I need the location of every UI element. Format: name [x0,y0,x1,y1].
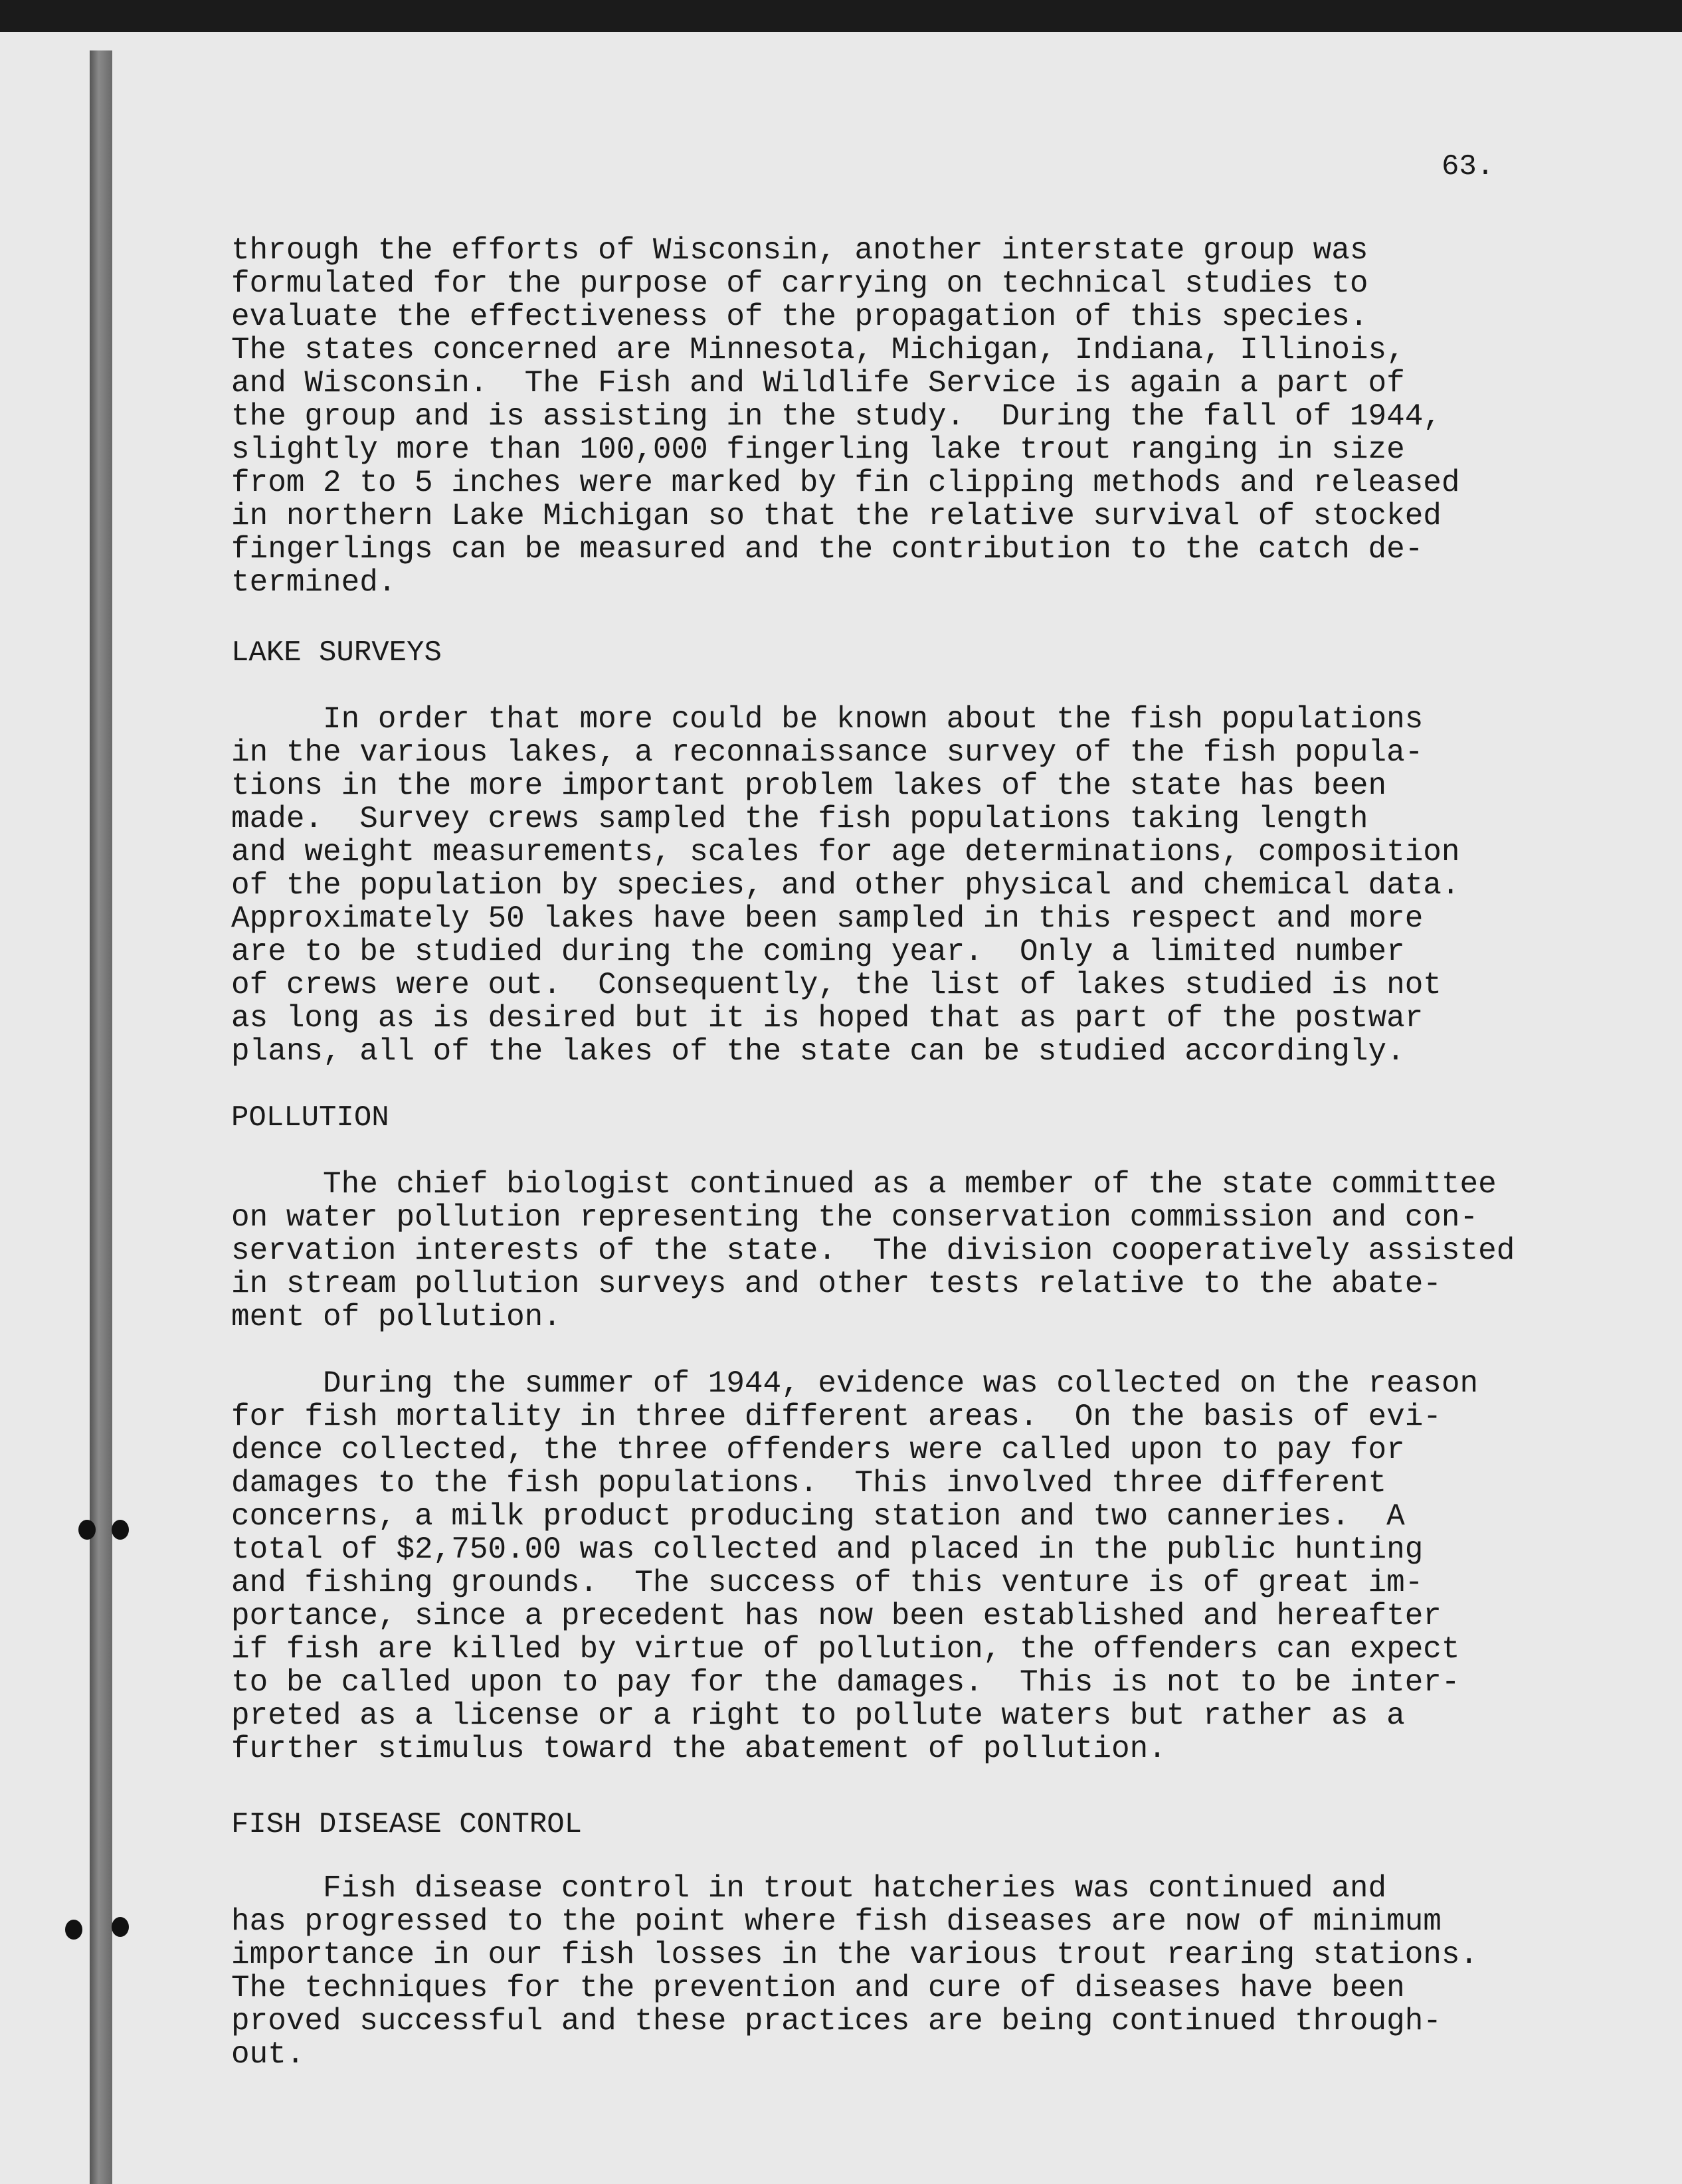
text-line: are to be studied during the coming year. Only a limited number [231,935,1405,969]
punch-hole [112,1917,129,1937]
section-heading-pollution: POLLUTION [231,1101,389,1135]
text-line: made. Survey crews sampled the fish populations taking length [231,802,1368,836]
section-heading-fish-disease-control: FISH DISEASE CONTROL [231,1808,583,1841]
text-line: for fish mortality in three different areas. On the basis of evi- [231,1400,1442,1434]
text-line: Fish disease control in trout hatcheries was continued and [231,1871,1387,1906]
page-number: 63. [1442,150,1495,183]
text-line: and fishing grounds. The success of this venture is of great im- [231,1566,1424,1600]
text-line: as long as is desired but it is hoped that as part of the postwar [231,1001,1424,1036]
text-line: slightly more than 100,000 fingerling lake trout ranging in size [231,432,1405,467]
section-heading-lake-surveys: LAKE SURVEYS [231,636,442,670]
text-line: in stream pollution surveys and other tests relative to the abate- [231,1267,1442,1301]
fish-disease-paragraph [231,1872,1620,2071]
punch-hole [65,1920,82,1940]
text-line: The techniques for the prevention and cure of diseases have been [231,1971,1405,2005]
text-line: In order that more could be known about the fish populations [231,702,1424,737]
text-line: of the population by species, and other physical and chemical data. [231,868,1460,903]
text-line: portance, since a precedent has now been established and hereafter [231,1599,1442,1633]
text-line: dence collected, the three offenders were called upon to pay for [231,1433,1405,1467]
text-line: tions in the more important problem lakes of the state has been [231,769,1387,803]
text-line: if fish are killed by virtue of pollution, the offenders can expect [231,1632,1460,1667]
text-line: importance in our fish losses in the various trout rearing stations. [231,1938,1479,1972]
text-line: to be called upon to pay for the damages. This is not to be inter- [231,1665,1460,1700]
text-line: out. [231,2037,305,2072]
text-line: has progressed to the point where fish diseases are now of minimum [231,1904,1442,1939]
text-line: The chief biologist continued as a member of the state committee [231,1167,1497,1202]
text-line: damages to the fish populations. This involved three different [231,1466,1387,1501]
text-line: in northern Lake Michigan so that the relative survival of stocked [231,499,1442,533]
text-line: fingerlings can be measured and the contribution to the catch de- [231,532,1424,567]
punch-hole [112,1520,129,1540]
pollution-paragraph-1 [231,1168,1620,1334]
text-line: plans, all of the lakes of the state can be studied accordingly. [231,1034,1405,1069]
lake-surveys-paragraph [231,703,1620,1068]
text-line: from 2 to 5 inches were marked by fin clipping methods and released [231,466,1460,500]
text-line: preted as a license or a right to pollute waters but rather as a [231,1698,1405,1733]
text-line: further stimulus toward the abatement of pollution. [231,1732,1167,1766]
text-line: formulated for the purpose of carrying on technical studies to [231,266,1368,301]
text-line: total of $2,750.00 was collected and placed in the public hunting [231,1532,1424,1567]
text-line: The states concerned are Minnesota, Michigan, Indiana, Illinois, [231,333,1405,367]
text-line: evaluate the effectiveness of the propagation of this species. [231,300,1368,334]
pollution-paragraph-2 [231,1367,1620,1766]
text-line: and Wisconsin. The Fish and Wildlife Service is again a part of [231,366,1405,401]
text-line: of crews were out. Consequently, the list of lakes studied is not [231,968,1442,1002]
text-line: ment of pollution. [231,1300,561,1334]
text-line: the group and is assisting in the study. During the fall of 1944, [231,399,1442,434]
text-line: Approximately 50 lakes have been sampled in this respect and more [231,901,1424,936]
text-line: servation interests of the state. The division cooperatively assisted [231,1233,1515,1268]
text-line: on water pollution representing the conservation commission and con- [231,1200,1479,1235]
text-line: in the various lakes, a reconnaissance survey of the fish popula- [231,735,1424,770]
text-line: and weight measurements, scales for age determinations, composition [231,835,1460,869]
text-line: proved successful and these practices are being continued through- [231,2004,1442,2039]
text-line: During the summer of 1944, evidence was collected on the reason [231,1366,1479,1401]
punch-hole [78,1520,96,1540]
text-line: termined. [231,565,397,600]
text-line: concerns, a milk product producing station and two canneries. A [231,1499,1405,1534]
text-line: through the efforts of Wisconsin, another interstate group was [231,233,1368,268]
intro-paragraph [231,234,1620,599]
binding-strip [90,50,112,2184]
